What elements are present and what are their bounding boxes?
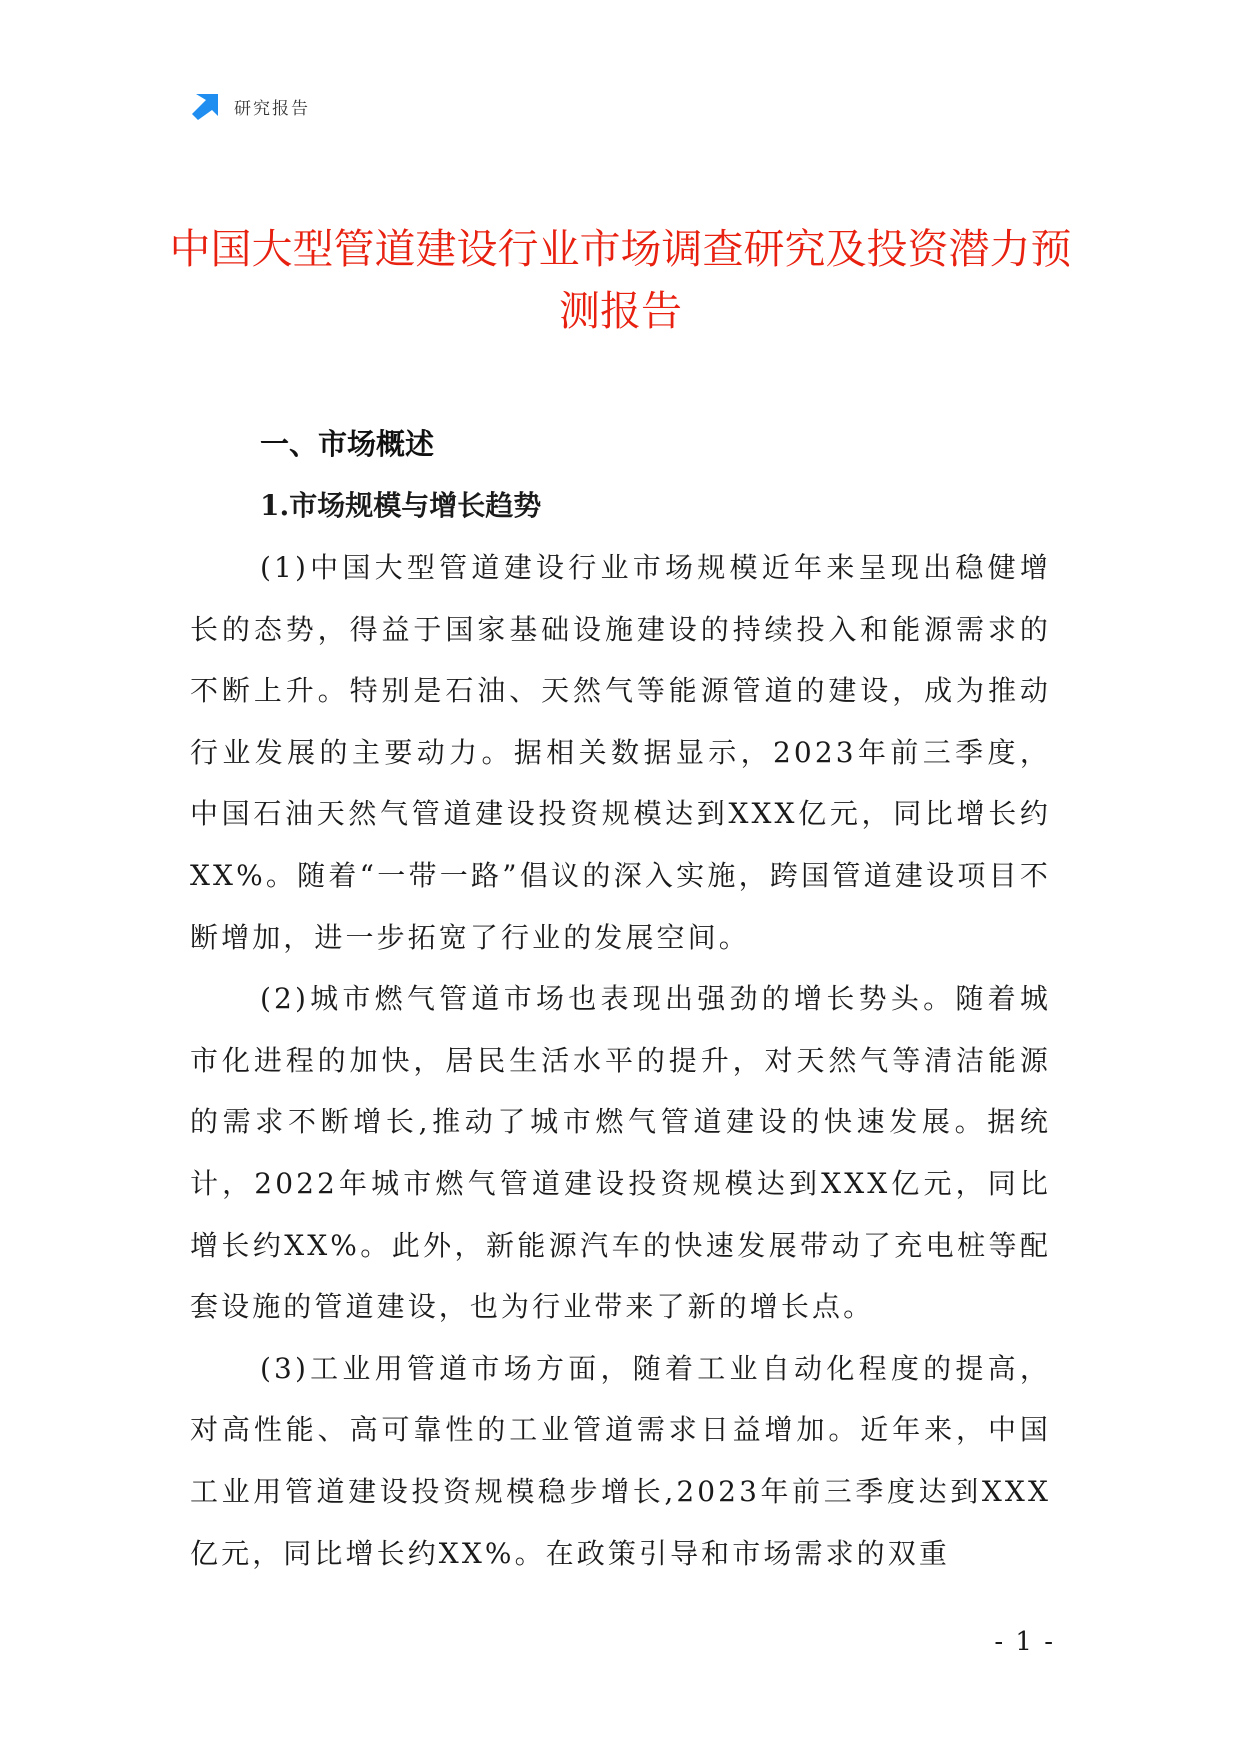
page-number: - 1 - bbox=[994, 1627, 1055, 1657]
paragraph-1: (1)中国大型管道建设行业市场规模近年来呈现出稳健增长的态势，得益于国家基础设施建设的持续投入和能源需求的不断上升。特别是石油、天然气等能源管道的建设，成为推动行业发展的主要动力。据相关数据显示，2023年前三季度，中国石油天然气管道建设投资规模达到XXX亿元，同比增长约XX%。随着“一带一路”倡议的深入实施，跨国管道建设项目不断增加，进一步拓宽了行业的发展空间。 bbox=[190, 551, 1051, 954]
document-title: 中国大型管道建设行业市场调查研究及投资潜力预测报告 bbox=[169, 225, 1072, 335]
paragraph-2: (2)城市燃气管道市场也表现出强劲的增长势头。随着城市化进程的加快，居民生活水平的提升，对天然气等清洁能源的需求不断增长,推动了城市燃气管道建设的快速发展。据统计，2022年城市燃气管道建设投资规模达到XXX亿元，同比增长约XX%。此外，新能源汽车的快速发展带动了充电桩等配套设施的管道建设，也为行业带来了新的增长点。 bbox=[190, 982, 1051, 1324]
diagonal-arrow-icon bbox=[190, 90, 222, 122]
header-label: 研究报告 bbox=[234, 98, 310, 119]
section-heading: 一、市场概述 bbox=[260, 427, 435, 461]
document-body bbox=[190, 413, 1051, 1584]
subsection-heading: 1.市场规模与增长趋势 bbox=[260, 489, 542, 522]
paragraph-3: (3)工业用管道市场方面，随着工业自动化程度的提高，对高性能、高可靠性的工业管道需求日益增加。近年来，中国工业用管道建设投资规模稳步增长,2023年前三季度达到XXX亿元，同比增长约XX%。在政策引导和市场需求的双重 bbox=[190, 1351, 1051, 1570]
page-header bbox=[190, 88, 310, 124]
